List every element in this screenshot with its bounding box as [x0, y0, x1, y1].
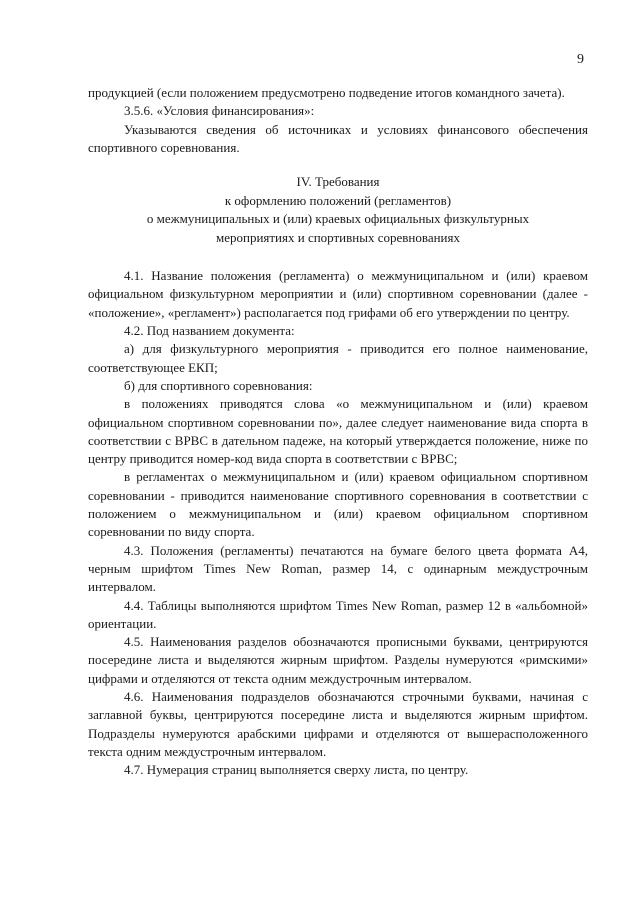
- paragraph-4-7: 4.7. Нумерация страниц выполняется сверху листа, по центру.: [124, 762, 469, 778]
- paragraph-4-2-b: б) для спортивного соревнования:: [124, 377, 313, 393]
- document-body: [88, 84, 588, 780]
- paragraph-3-5-6: 3.5.6. «Условия финансирования»:: [124, 103, 315, 119]
- paragraph-intro-continuation: продукцией (если положением предусмотрено подведение итогов командного зачета).: [88, 85, 565, 100]
- paragraph-4-4: 4.4. Таблицы выполняются шрифтом Times New Roman, размер 12 в «альбомной» ориентации.: [88, 597, 588, 631]
- paragraph-4-2: 4.2. Под названием документа:: [124, 323, 295, 339]
- paragraph-4-1: 4.1. Название положения (регламента) о межмуниципальном и (или) краевом официальном физкультурном мероприятии и (или) спортивном соревновании (далее - «положение», «регламент») располагается под грифами об его утверждении по центру.: [88, 268, 588, 320]
- heading-line-4: мероприятиях и спортивных соревнованиях: [215, 229, 460, 245]
- page-number: 9: [577, 52, 584, 67]
- paragraph-4-2-b-positions: в положениях приводятся слова «о межмуниципальном и (или) краевом официальном спортивном соревновании по», далее следует наименование вида спорта в соответствии с ВРВС в дательном падеже, на который утверждается положение, ниже по центру приводится номер-код вида спорта в соответствии с ВРВС;: [88, 396, 588, 467]
- paragraph-4-2-a: а) для физкультурного мероприятия - приводится его полное наименование, соответствующее ЕКП;: [88, 341, 588, 375]
- heading-line-1: IV. Требования: [296, 174, 380, 190]
- heading-line-2: к оформлению положений (регламентов): [224, 192, 452, 208]
- paragraph-4-6: 4.6. Наименования подразделов обозначаются строчными буквами, начиная с заглавной буквы, центрируются посередине листа и выделяются жирным шрифтом. Подразделы нумеруются арабскими цифрами и отделяются от вышерасположенного текста одним междустрочным интервалом.: [88, 689, 588, 759]
- paragraph-4-2-b-regulations: в регламентах о межмуниципальном и (или) краевом официальном спортивном соревновании - приводится наименование спортивного соревнования в соответствии с положением о межмуниципальном и (или) краевом официальном спортивном соревновании по виду спорта.: [88, 469, 588, 540]
- paragraph-4-5: 4.5. Наименования разделов обозначаются прописными буквами, центрируются посередине листа и выделяются жирным шрифтом. Разделы нумеруются «римскими» цифрами и отделяются от текста одним междустрочным интервалом.: [88, 634, 588, 686]
- paragraph-financing-details: Указываются сведения об источниках и условиях финансового обеспечения спортивного соревнования.: [88, 121, 588, 155]
- paragraph-4-3: 4.3. Положения (регламенты) печатаются на бумаге белого цвета формата А4, черным шрифтом Times New Roman, размер 14, с одинарным междустрочным интервалом.: [88, 542, 588, 595]
- section-heading-iv: [88, 173, 588, 247]
- heading-line-3: о межмуниципальных и (или) краевых официальных физкультурных: [146, 211, 530, 227]
